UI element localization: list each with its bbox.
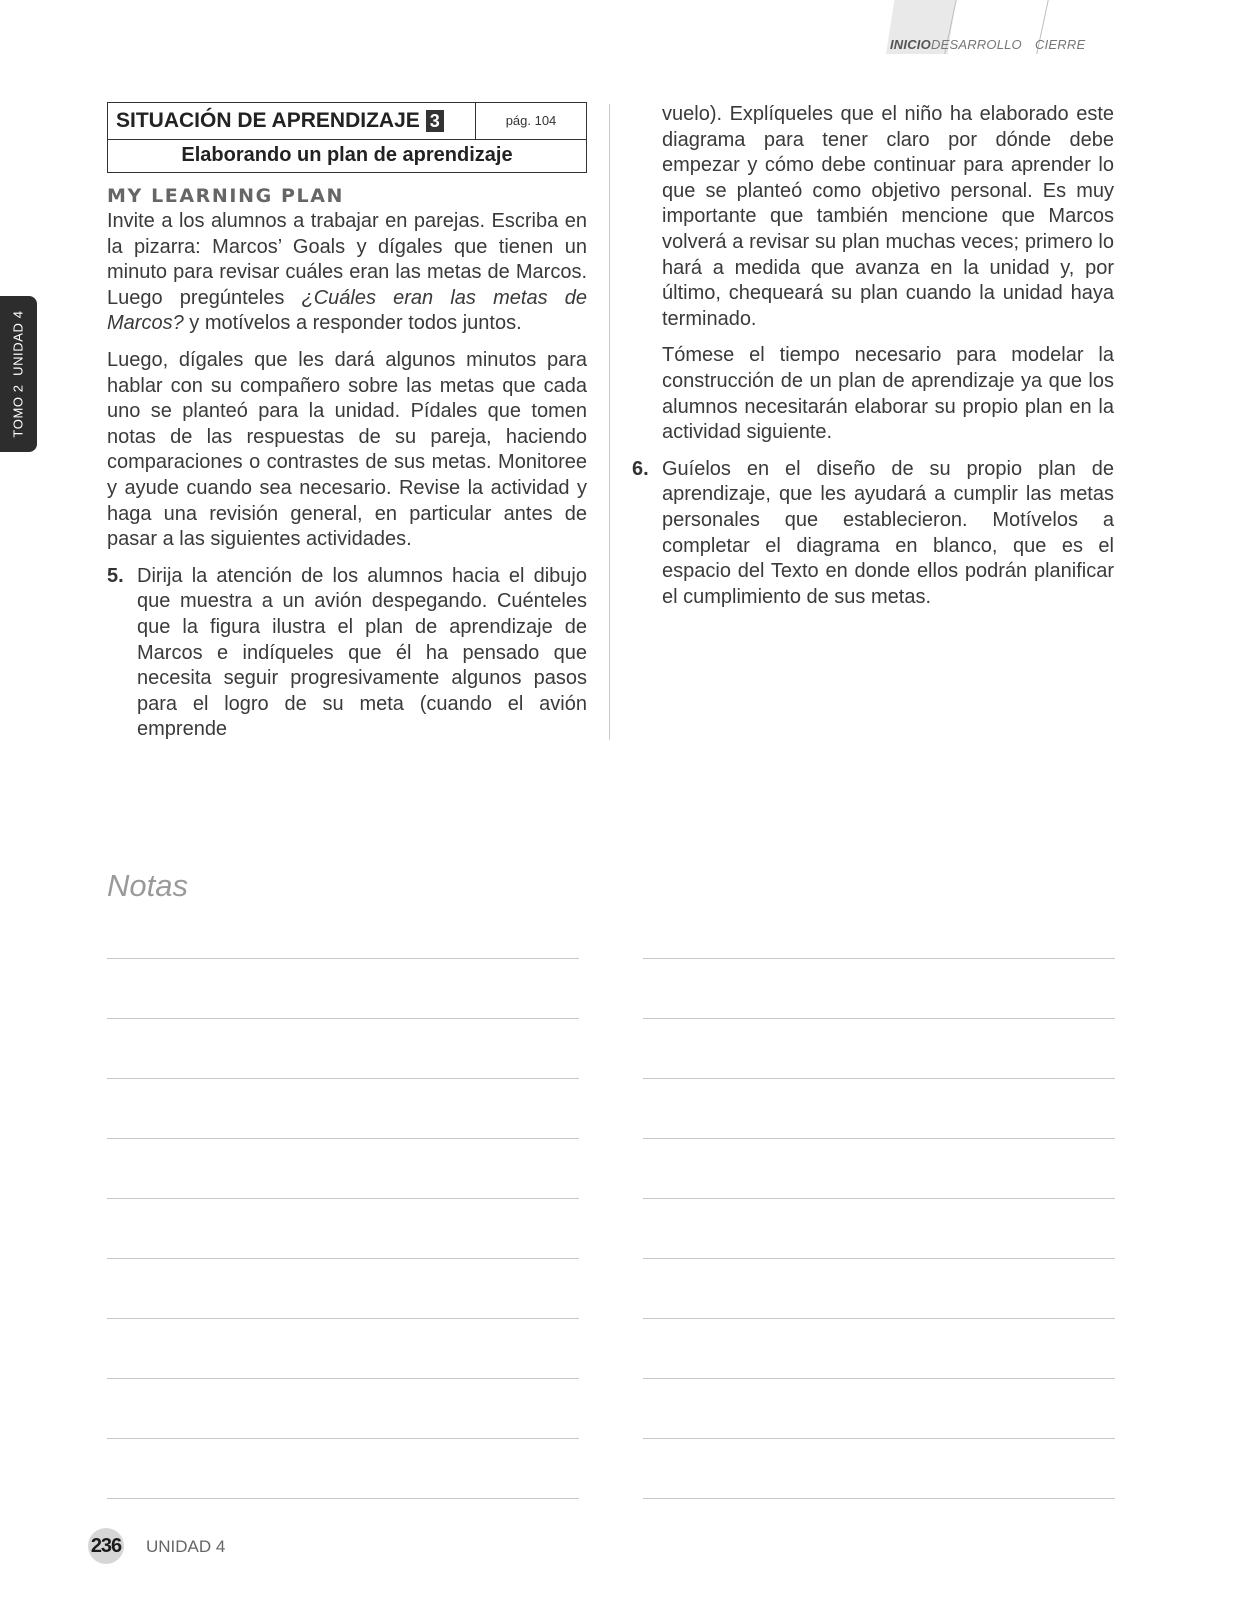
note-line [107,1498,579,1499]
note-line [107,1318,579,1319]
note-line [107,1438,579,1439]
note-line [643,1438,1115,1439]
footer-unit-label: UNIDAD 4 [146,1537,226,1556]
note-line [107,1378,579,1379]
note-line [643,1078,1115,1079]
nav-item-desarrollo: DESARROLLO [931,37,1022,52]
note-line [107,1018,579,1019]
note-line [643,1378,1115,1379]
situation-box-header [108,103,586,140]
situation-title: SITUACIÓN DE APRENDIZAJE [116,109,420,133]
situation-title-cell [108,103,476,139]
note-line [643,958,1115,959]
note-line [643,1018,1115,1019]
note-line [643,1498,1115,1499]
paragraph: vuelo). Explíqueles que el niño ha elaborado este diagrama para tener claro por dónde debe empezar y cómo debe continuar para aprender lo que se planteó como objetivo personal. Es muy importante que también mencione que Marcos volverá a revisar su plan muchas veces; primero lo hará a medida que avanza en la unidad y, por último, chequeará su plan cuando la unidad haya terminado. [662,103,1114,330]
nav-item-inicio: INICIO [890,37,931,52]
list-text: Guíelos en el diseño de su propio plan de aprendizaje, que les ayudará a cumplir las metas personales que establecieron. Motívelos a completar el diagrama en blanco, que es el espacio del Texto en donde ellos podrán planificar el cumplimiento de sus metas. [662,457,1114,608]
situation-box [107,102,587,173]
left-column [107,102,587,754]
header-nav [886,0,1245,60]
note-line [107,958,579,959]
side-tab [0,296,37,452]
note-line [643,1318,1115,1319]
list-item-6 [632,457,1114,611]
section-heading: MY LEARNING PLAN [107,185,345,207]
situation-number-badge: 3 [426,110,444,132]
note-line [643,1138,1115,1139]
list-item-5 [107,564,587,743]
paragraph-text: Invite a los alumnos a trabajar en parejas. Escriba en la pizarra: Marcos’ Goals y dígales que tienen un minuto para revisar cuáles eran las metas de Marcos. Luego pregúnteles [107,210,587,309]
right-column [632,102,1114,621]
note-line [643,1198,1115,1199]
note-line [107,1258,579,1259]
paragraph [107,209,587,337]
list-number: 5. [107,564,124,587]
paragraph: Tómese el tiempo necesario para modelar la construcción de un plan de aprendizaje ya que los alumnos necesitarán elaborar su propio plan en la actividad siguiente. [662,344,1114,444]
paragraph-text: y motívelos a responder todos juntos. [183,312,522,335]
side-tab-tomo: TOMO 2 [10,384,26,438]
notas-title: Notas [107,868,188,903]
list-text: Dirija la atención de los alumnos hacia el dibujo que muestra a un avión despegando. Cuénteles que la figura ilustra el plan de aprendizaje de Marcos e indíqueles que él ha pensado que necesita seguir progresivamente algunos pasos para el logro de su meta (cuando el avión emprende [137,564,587,741]
situation-page-ref: pág. 104 [505,113,557,129]
nav-item-cierre: CIERRE [1035,37,1086,52]
situation-subtitle: Elaborando un plan de aprendizaje [181,144,513,167]
column-divider [609,104,610,740]
page-number-badge: 236 [88,1528,124,1564]
paragraph-italic-question: ¿Cuáles eran las metas de Marcos? [107,286,587,335]
list-number: 6. [632,457,649,480]
paragraph: Luego, dígales que les dará algunos minutos para hablar con su compañero sobre las metas que cada uno se planteó para la unidad. Pídales que tomen notas de las respuestas de su pareja, haciendo comparaciones o contrastes de sus metas. Monitoree y ayude cuando sea necesario. Revise la actividad y haga una revisión general, en particular antes de pasar a las siguientes actividades. [107,348,587,551]
note-line [643,1258,1115,1259]
note-line [107,1078,579,1079]
note-line [107,1138,579,1139]
note-line [107,1198,579,1199]
side-tab-unidad: UNIDAD 4 [10,310,26,376]
side-tab-label [11,310,26,437]
